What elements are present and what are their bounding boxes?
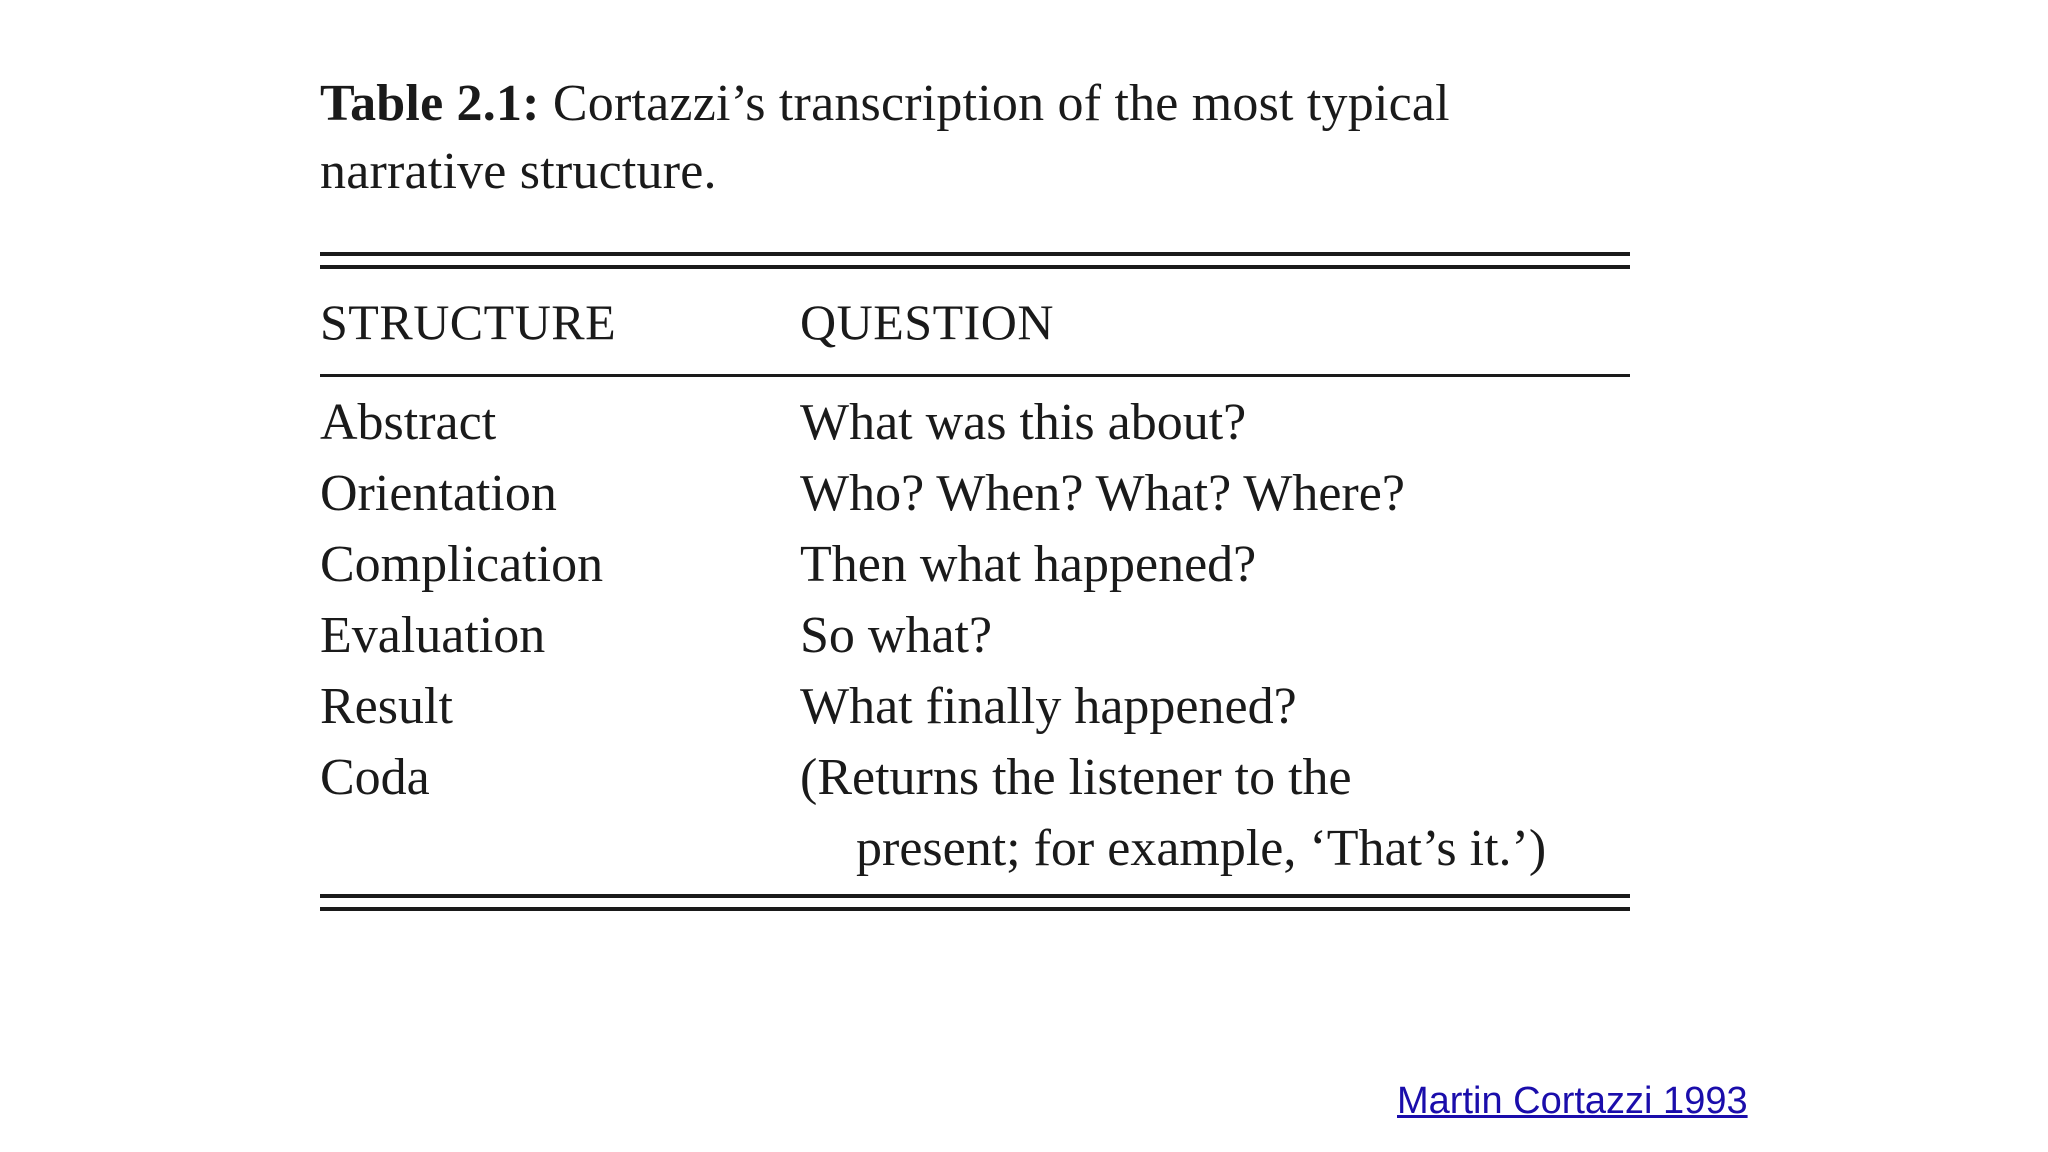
table-row <box>320 742 1630 884</box>
table-header-row <box>320 269 1630 377</box>
question-cell: Who? When? What? Where? <box>800 465 1405 522</box>
table-row <box>320 458 1630 529</box>
question-line-1: (Returns the listener to the <box>800 749 1352 806</box>
structure-cell: Result <box>320 678 453 735</box>
table-row <box>320 671 1630 742</box>
question-line-2: present; for example, ‘That’s it.’) <box>856 820 1547 877</box>
table-figure <box>320 70 1630 911</box>
table-row <box>320 529 1630 600</box>
table-caption <box>320 70 1630 206</box>
question-cell: So what? <box>800 607 993 664</box>
question-cell <box>800 742 1630 884</box>
structure-cell: Orientation <box>320 465 557 522</box>
source-link[interactable]: Martin Cortazzi 1993 <box>1397 1080 1748 1122</box>
structure-cell: Complication <box>320 536 604 593</box>
header-question: QUESTION <box>800 293 1054 350</box>
question-cell: What was this about? <box>800 394 1247 451</box>
structure-cell: Evaluation <box>320 607 546 664</box>
structure-cell: Abstract <box>320 394 497 451</box>
structure-cell: Coda <box>320 749 430 806</box>
caption-label: Table 2.1: <box>320 75 540 132</box>
caption-text: Cortazzi’s transcription of the most typical narrative structure. <box>320 75 1450 200</box>
question-cell: Then what happened? <box>800 536 1257 593</box>
table-row <box>320 387 1630 458</box>
top-double-rule <box>320 252 1630 269</box>
question-cell: What finally happened? <box>800 678 1297 735</box>
table-row <box>320 600 1630 671</box>
bottom-double-rule <box>320 894 1630 911</box>
table-body <box>320 377 1630 894</box>
header-structure: STRUCTURE <box>320 293 617 350</box>
